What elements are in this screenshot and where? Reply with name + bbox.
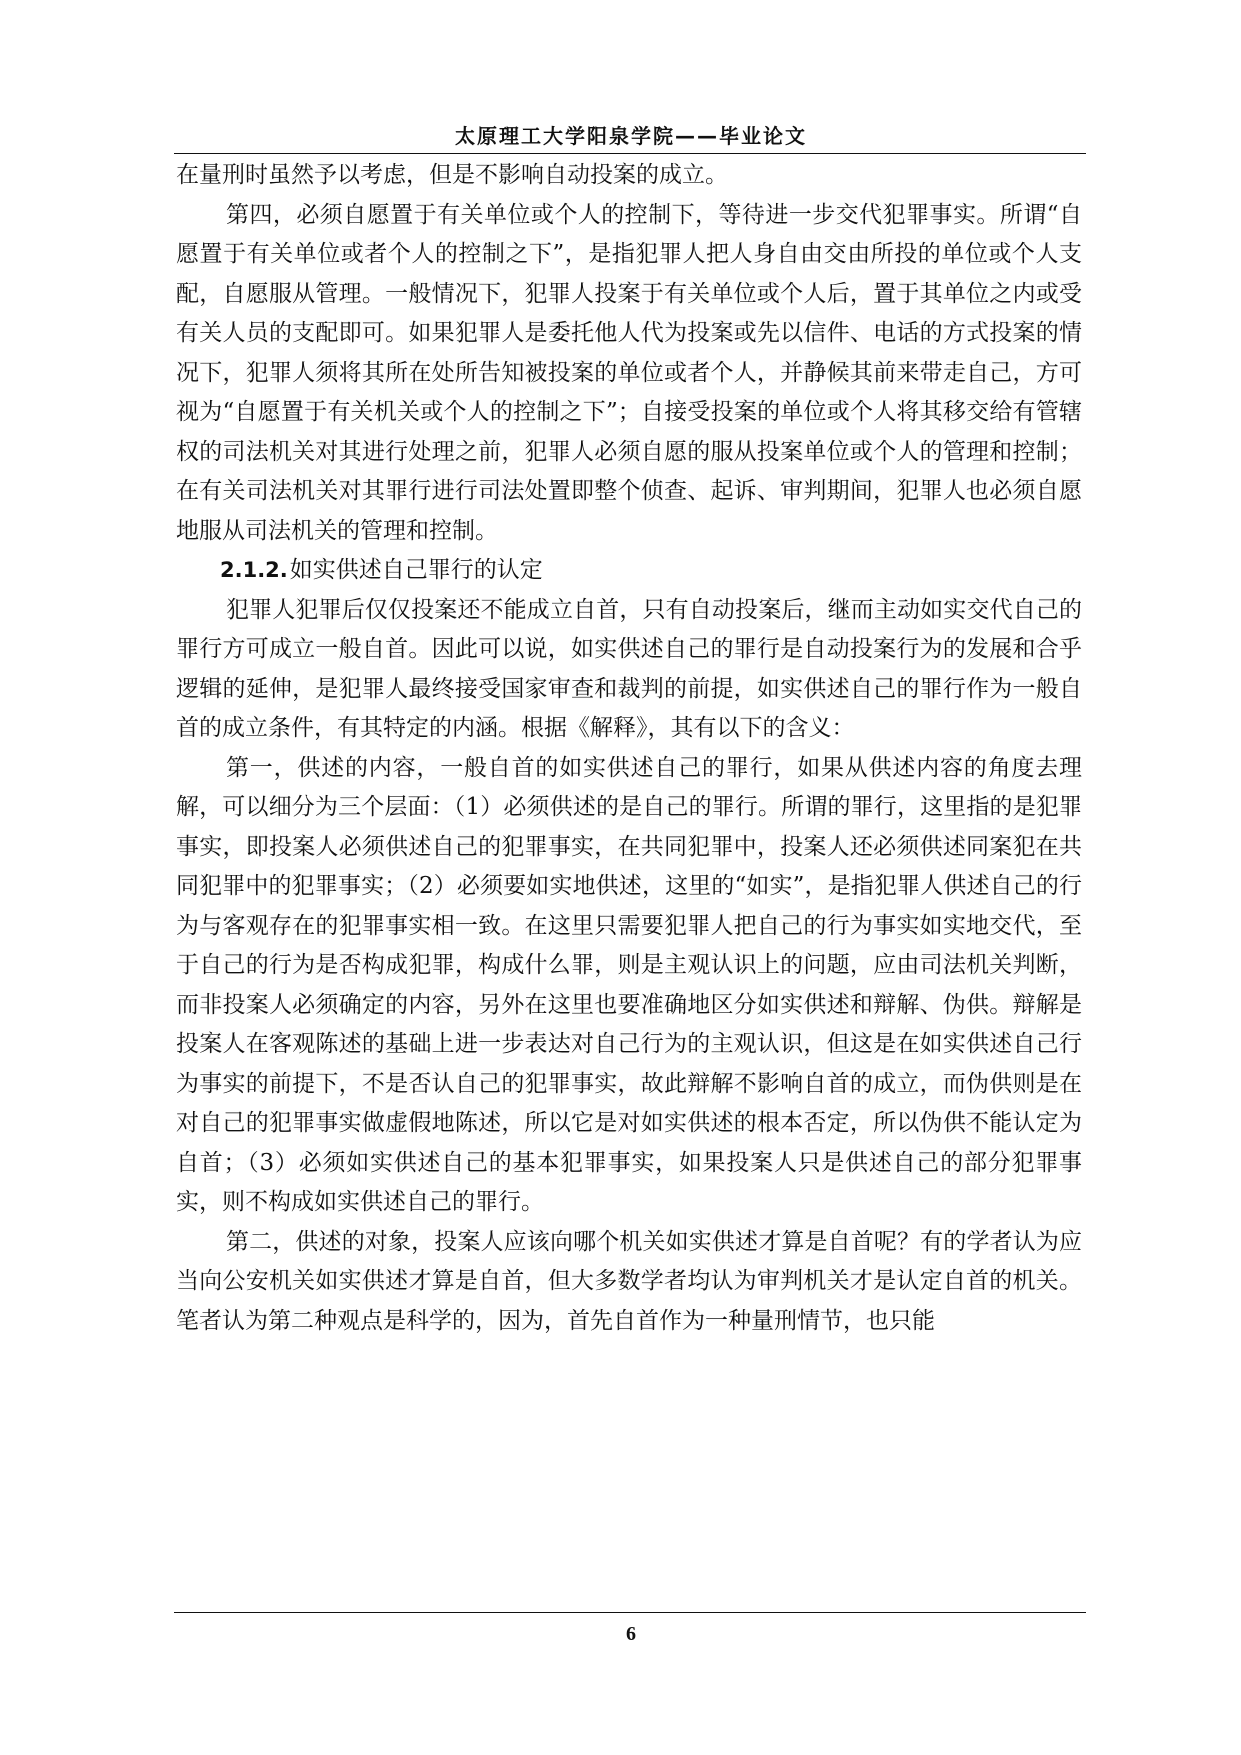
paragraph-confession-intro: 犯罪人犯罪后仅仅投案还不能成立自首，只有自动投案后，继而主动如实交代自己的罪行方可成立一般自首。因此可以说，如实供述自己的罪行是自动投案行为的发展和合乎逻辑的延伸，是犯罪人最终接受国家审查和裁判的前提，如实供述自己的罪行作为一般自首的成立条件，有其特定的内涵。根据《解释》，其有以下的含义： bbox=[176, 596, 1082, 741]
page-header-title: 太原理工大学阳泉学院——毕业论文 bbox=[455, 124, 807, 148]
document-body bbox=[176, 156, 1082, 1341]
header-divider bbox=[174, 153, 1086, 154]
paragraph-second-object: 第二，供述的对象，投案人应该向哪个机关如实供述才算是自首呢？有的学者认为应当向公安机关如实供述才算是自首，但大多数学者均认为审判机关才是认定自首的机关。笔者认为第二种观点是科学的，因为，首先自首作为一种量刑情节，也只能 bbox=[176, 1228, 1082, 1334]
footer-divider bbox=[174, 1612, 1086, 1613]
section-number: 2.1.2. bbox=[220, 558, 288, 582]
paragraph-first-content: 第一，供述的内容，一般自首的如实供述自己的罪行，如果从供述内容的角度去理解，可以细分为三个层面：（1）必须供述的是自己的罪行。所谓的罪行，这里指的是犯罪事实，即投案人必须供述自己的犯罪事实，在共同犯罪中，投案人还必须供述同案犯在共同犯罪中的犯罪事实；（2）必须要如实地供述，这里的“如实”，是指犯罪人供述自己的行为与客观存在的犯罪事实相一致。在这里只需要犯罪人把自己的行为事实如实地交代，至于自己的行为是否构成犯罪，构成什么罪，则是主观认识上的问题，应由司法机关判断，而非投案人必须确定的内容，另外在这里也要准确地区分如实供述和辩解、伪供。辩解是投案人在客观陈述的基础上进一步表达对自己行为的主观认识，但这是在如实供述自己行为事实的前提下，不是否认自己的犯罪事实，故此辩解不影响自首的成立，而伪供则是在对自己的犯罪事实做虚假地陈述，所以它是对如实供述的根本否定，所以伪供不能认定为自首；（3）必须如实供述自己的基本犯罪事实，如果投案人只是供述自己的部分犯罪事实，则不构成如实供述自己的罪行。 bbox=[176, 754, 1082, 1215]
section-heading bbox=[176, 551, 1082, 591]
section-title: 如实供述自己罪行的认定 bbox=[289, 557, 543, 583]
paragraph-continuation: 在量刑时虽然予以考虑，但是不影响自动投案的成立。 bbox=[176, 162, 728, 188]
paragraph-fourth-condition: 第四，必须自愿置于有关单位或个人的控制下，等待进一步交代犯罪事实。所谓“自愿置于有关单位或者个人的控制之下”，是指犯罪人把人身自由交由所投的单位或个人支配，自愿服从管理。一般情况下，犯罪人投案于有关单位或个人后，置于其单位之内或受有关人员的支配即可。如果犯罪人是委托他人代为投案或先以信件、电话的方式投案的情况下，犯罪人须将其所在处所告知被投案的单位或者个人，并静候其前来带走自己，方可视为“自愿置于有关机关或个人的控制之下”；自接受投案的单位或个人将其移交给有管辖权的司法机关对其进行处理之前，犯罪人必须自愿的服从投案单位或个人的管理和控制；在有关司法机关对其罪行进行司法处置即整个侦查、起诉、审判期间，犯罪人也必须自愿地服从司法机关的管理和控制。 bbox=[176, 201, 1082, 544]
page-number: 6 bbox=[626, 1623, 636, 1645]
